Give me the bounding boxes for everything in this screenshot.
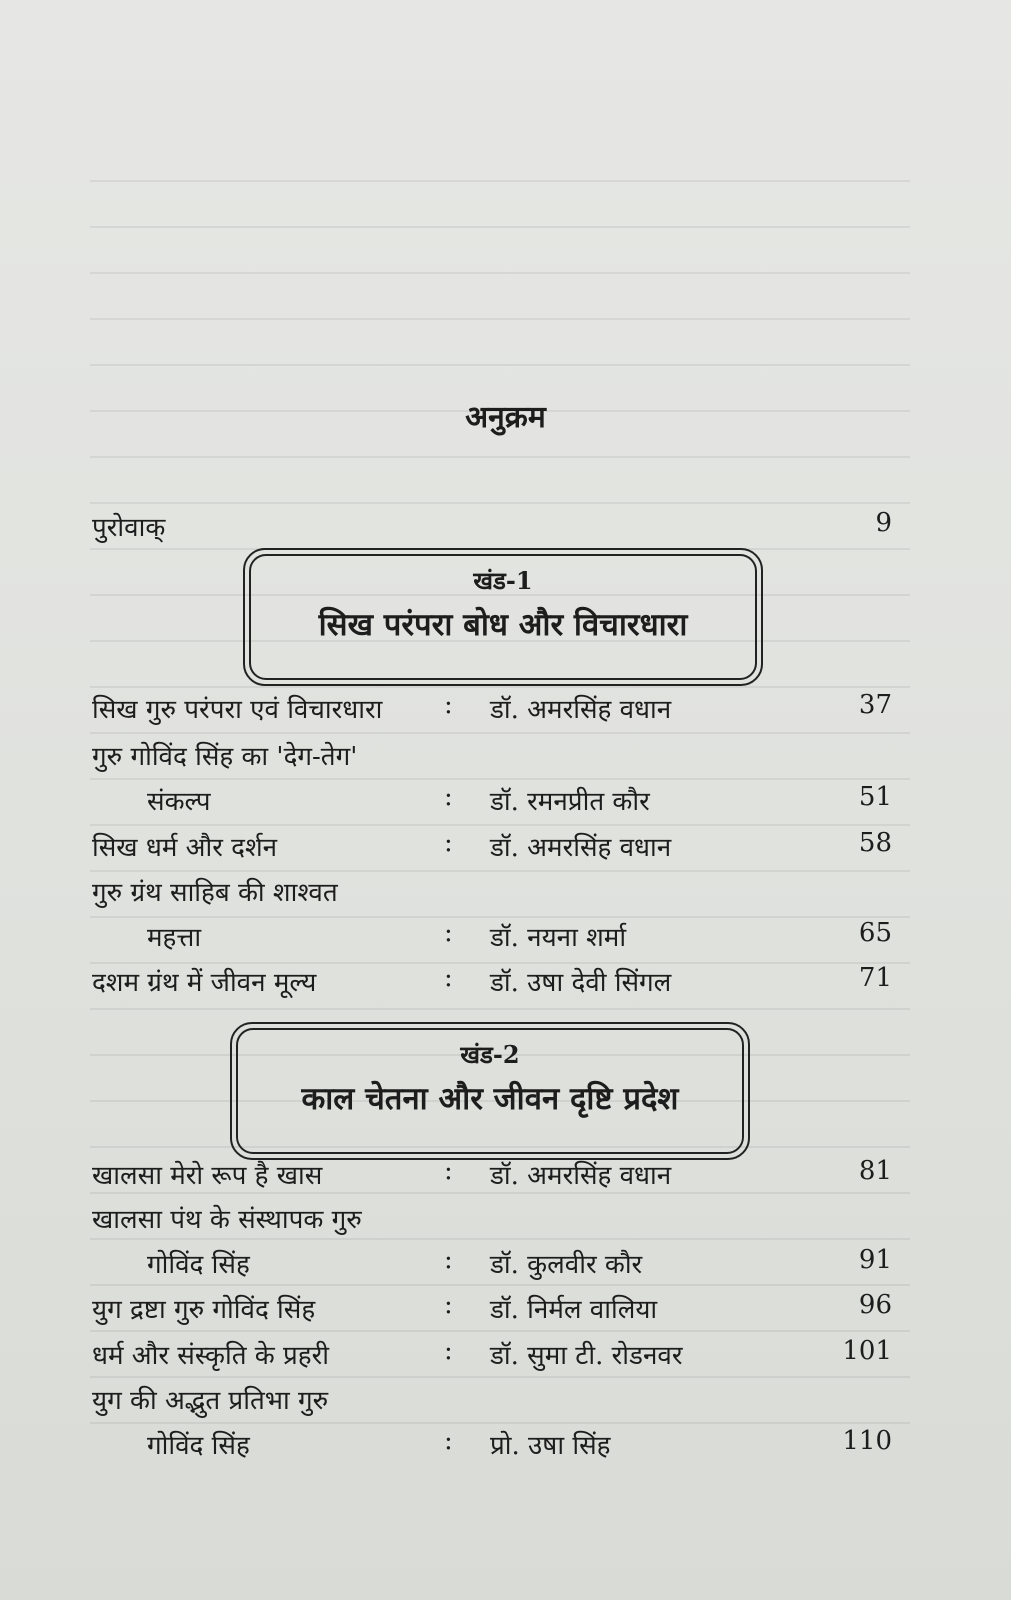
- toc-entry-line2: [92, 782, 892, 816]
- toc-entry-line1: [92, 1200, 892, 1234]
- entry-author: डॉ. सुमा टी. रोडनवर: [490, 1341, 683, 1371]
- entry-title: गुरु गोविंद सिंह का 'देग-तेग': [92, 742, 358, 772]
- section-1-khand: खंड-1: [473, 566, 533, 595]
- entry-title-continued: महत्ता: [147, 923, 202, 953]
- entry-title: खालसा मेरो रूप है खास: [92, 1161, 323, 1191]
- toc-entry-line1: [92, 1381, 892, 1415]
- entry-page: 96: [858, 1290, 892, 1320]
- entry-title: धर्म और संस्कृति के प्रहरी: [92, 1341, 329, 1371]
- entry-author: डॉ. अमरसिंह वधान: [490, 1161, 672, 1191]
- section-2-box: [230, 1022, 750, 1160]
- toc-entry-line2: [92, 918, 892, 952]
- entry-separator: :: [444, 1156, 453, 1186]
- toc-entry-line1: [92, 737, 892, 771]
- toc-entry: [92, 963, 892, 997]
- entry-title: गुरु ग्रंथ साहिब की शाश्वत: [92, 878, 338, 908]
- entry-page: 71: [858, 963, 892, 993]
- entry-separator: :: [444, 1290, 453, 1320]
- toc-entry: [92, 1336, 892, 1370]
- entry-author: डॉ. नयना शर्मा: [490, 923, 627, 953]
- entry-separator: :: [444, 918, 453, 948]
- entry-title-continued: संकल्प: [147, 787, 211, 817]
- foreword-label: पुरोवाक्: [92, 513, 166, 543]
- entry-author: डॉ. रमनप्रीत कौर: [490, 787, 650, 817]
- toc-entry-line2: [92, 1426, 892, 1460]
- foreword-row: [92, 508, 892, 542]
- entry-title: युग द्रष्टा गुरु गोविंद सिंह: [92, 1295, 316, 1325]
- entry-author: डॉ. अमरसिंह वधान: [490, 695, 672, 725]
- entry-title: सिख गुरु परंपरा एवं विचारधारा: [92, 695, 383, 725]
- entry-page: 37: [858, 690, 892, 720]
- entry-author: प्रो. उषा सिंह: [490, 1431, 611, 1461]
- toc-entry-line2: [92, 1245, 892, 1279]
- entry-separator: :: [444, 690, 453, 720]
- entry-page: 110: [842, 1426, 892, 1456]
- entry-page: 51: [858, 782, 892, 812]
- entry-page: 91: [858, 1245, 892, 1275]
- entry-separator: :: [444, 782, 453, 812]
- entry-title: खालसा पंथ के संस्थापक गुरु: [92, 1205, 362, 1235]
- entry-title: युग की अद्भुत प्रतिभा गुरु: [92, 1386, 329, 1416]
- section-2-heading: काल चेतना और जीवन दृष्टि प्रदेश: [301, 1081, 679, 1117]
- entry-separator: :: [444, 828, 453, 858]
- entry-separator: :: [444, 963, 453, 993]
- entry-page: 101: [842, 1336, 892, 1366]
- toc-entry: [92, 1156, 892, 1190]
- entry-page: 81: [858, 1156, 892, 1186]
- toc-entry: [92, 1290, 892, 1324]
- entry-author: डॉ. अमरसिंह वधान: [490, 833, 672, 863]
- entry-page: 58: [858, 828, 892, 858]
- section-2-khand: खंड-2: [460, 1040, 520, 1069]
- entry-title: सिख धर्म और दर्शन: [92, 833, 278, 863]
- entry-separator: :: [444, 1245, 453, 1275]
- entry-title-continued: गोविंद सिंह: [147, 1250, 250, 1280]
- page-title: अनुक्रम: [465, 400, 546, 435]
- entry-separator: :: [444, 1426, 453, 1456]
- entry-page: 65: [858, 918, 892, 948]
- entry-author: डॉ. निर्मल वालिया: [490, 1295, 658, 1325]
- entry-separator: :: [444, 1336, 453, 1366]
- entry-title-continued: गोविंद सिंह: [147, 1431, 250, 1461]
- entry-author: डॉ. कुलवीर कौर: [490, 1250, 643, 1280]
- toc-entry: [92, 828, 892, 862]
- foreword-page: 9: [875, 508, 892, 538]
- entry-title: दशम ग्रंथ में जीवन मूल्य: [92, 968, 317, 998]
- toc-entry: [92, 690, 892, 724]
- section-1-heading: सिख परंपरा बोध और विचारधारा: [318, 607, 688, 643]
- section-1-box: [243, 548, 763, 686]
- entry-author: डॉ. उषा देवी सिंगल: [490, 968, 672, 998]
- toc-entry-line1: [92, 873, 892, 907]
